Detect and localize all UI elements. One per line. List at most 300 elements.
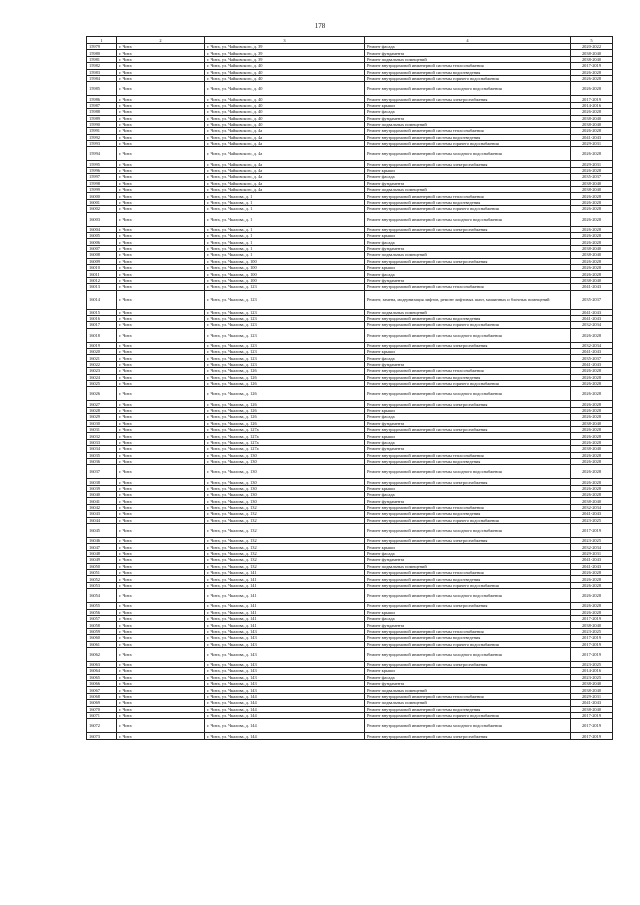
municipality-cell: г. Чита xyxy=(117,433,205,439)
municipality-cell: г. Чита xyxy=(117,615,205,621)
municipality-cell: г. Чита xyxy=(117,628,205,634)
period-cell: 2038-2040 xyxy=(571,50,613,56)
row-number-cell: 16072 xyxy=(87,719,117,733)
period-cell: 2035-2037 xyxy=(571,174,613,180)
municipality-cell: г. Чита xyxy=(117,252,205,258)
period-cell: 2038-2040 xyxy=(571,622,613,628)
municipality-cell: г. Чита xyxy=(117,374,205,380)
municipality-cell: г. Чита xyxy=(117,524,205,538)
row-number-cell: 16011 xyxy=(87,271,117,277)
row-number-cell: 16054 xyxy=(87,589,117,603)
municipality-cell: г. Чита xyxy=(117,349,205,355)
municipality-cell: г. Чита xyxy=(117,674,205,680)
municipality-cell: г. Чита xyxy=(117,258,205,264)
address-cell: г. Чита, ул. Чкалова, д. 123 xyxy=(205,290,365,309)
row-number-cell: 16010 xyxy=(87,264,117,270)
period-cell: 2038-2040 xyxy=(571,706,613,712)
table-row xyxy=(87,147,613,161)
municipality-cell: г. Чита xyxy=(117,446,205,452)
row-number-cell: 16053 xyxy=(87,582,117,588)
row-number-cell: 16055 xyxy=(87,603,117,609)
municipality-cell: г. Чита xyxy=(117,576,205,582)
municipality-cell: г. Чита xyxy=(117,582,205,588)
row-number-cell: 16031 xyxy=(87,426,117,432)
address-cell: г. Чита, ул. Чкалова, д. 126 xyxy=(205,381,365,387)
row-number-cell: 15983 xyxy=(87,69,117,75)
work-type-cell: Ремонт фундамента xyxy=(365,681,571,687)
work-type-cell: Ремонт внутридомовой инженерной системы водоотведения xyxy=(365,576,571,582)
row-number-cell: 16041 xyxy=(87,498,117,504)
address-cell: г. Чита, ул. Чайковского, д. 40 xyxy=(205,63,365,69)
address-cell: г. Чита, ул. Чкалова, д. 126 xyxy=(205,407,365,413)
municipality-cell: г. Чита xyxy=(117,733,205,739)
municipality-cell: г. Чита xyxy=(117,485,205,491)
work-type-cell: Ремонт фасада xyxy=(365,271,571,277)
address-cell: г. Чита, ул. Чкалова, д. 143 xyxy=(205,668,365,674)
period-cell: 2038-2040 xyxy=(571,498,613,504)
period-cell: 2026-2028 xyxy=(571,368,613,374)
municipality-cell: г. Чита xyxy=(117,355,205,361)
period-cell: 2026-2028 xyxy=(571,193,613,199)
municipality-cell: г. Чита xyxy=(117,426,205,432)
address-cell: г. Чита, ул. Чкалова, д. 126 xyxy=(205,420,365,426)
municipality-cell: г. Чита xyxy=(117,504,205,510)
row-number-cell: 16050 xyxy=(87,563,117,569)
municipality-cell: г. Чита xyxy=(117,239,205,245)
period-cell: 2026-2028 xyxy=(571,479,613,485)
period-cell: 2041-2043 xyxy=(571,309,613,315)
row-number-cell: 16049 xyxy=(87,557,117,563)
address-cell: г. Чита, ул. Чайковского, д. 39 xyxy=(205,56,365,62)
row-number-cell: 15986 xyxy=(87,96,117,102)
row-number-cell: 15989 xyxy=(87,115,117,121)
row-number-cell: 15981 xyxy=(87,56,117,62)
work-type-cell: Ремонт внутридомовой инженерной системы теплоснабжения xyxy=(365,504,571,510)
municipality-cell: г. Чита xyxy=(117,134,205,140)
work-type-cell: Ремонт фасада xyxy=(365,615,571,621)
municipality-cell: г. Чита xyxy=(117,102,205,108)
period-cell: 2026-2028 xyxy=(571,485,613,491)
row-number-cell: 16005 xyxy=(87,232,117,238)
row-number-cell: 16070 xyxy=(87,706,117,712)
municipality-cell: г. Чита xyxy=(117,439,205,445)
row-number-cell: 16021 xyxy=(87,355,117,361)
work-type-cell: Ремонт фундамента xyxy=(365,115,571,121)
address-cell: г. Чита, ул. Чкалова, д. 144 xyxy=(205,713,365,719)
row-number-cell: 16059 xyxy=(87,628,117,634)
municipality-cell: г. Чита xyxy=(117,452,205,458)
work-type-cell: Ремонт внутридомовой инженерной системы водоотведения xyxy=(365,706,571,712)
period-cell: 2026-2028 xyxy=(571,199,613,205)
row-number-cell: 15979 xyxy=(87,44,117,50)
row-number-cell: 16016 xyxy=(87,315,117,321)
period-cell: 2026-2028 xyxy=(571,570,613,576)
period-cell: 2026-2028 xyxy=(571,82,613,96)
row-number-cell: 16030 xyxy=(87,420,117,426)
municipality-cell: г. Чита xyxy=(117,603,205,609)
municipality-cell: г. Чита xyxy=(117,309,205,315)
work-type-cell: Ремонт внутридомовой инженерной системы теплоснабжения xyxy=(365,570,571,576)
period-cell: 2032-2034 xyxy=(571,342,613,348)
work-type-cell: Ремонт крыши xyxy=(365,167,571,173)
work-type-cell: Ремонт внутридомовой инженерной системы горячего водоснабжения xyxy=(365,381,571,387)
address-cell: г. Чита, ул. Чкалова, д. 130 xyxy=(205,458,365,464)
work-type-cell: Ремонт внутридомовой инженерной системы горячего водоснабжения xyxy=(365,582,571,588)
address-cell: г. Чита, ул. Чкалова, д. 1 xyxy=(205,239,365,245)
period-cell: 2023-2025 xyxy=(571,538,613,544)
address-cell: г. Чита, ул. Чкалова, д. 143 xyxy=(205,647,365,661)
period-cell: 2038-2040 xyxy=(571,121,613,127)
work-type-cell: Ремонт крыши xyxy=(365,264,571,270)
column-header: 5 xyxy=(571,37,613,44)
row-number-cell: 16060 xyxy=(87,635,117,641)
work-type-cell: Ремонт фундамента xyxy=(365,498,571,504)
work-type-cell: Ремонт фасада xyxy=(365,239,571,245)
period-cell: 2038-2040 xyxy=(571,446,613,452)
period-cell: 2026-2028 xyxy=(571,407,613,413)
municipality-cell: г. Чита xyxy=(117,687,205,693)
period-cell: 2017-2019 xyxy=(571,713,613,719)
municipality-cell: г. Чита xyxy=(117,277,205,283)
municipality-cell: г. Чита xyxy=(117,180,205,186)
municipality-cell: г. Чита xyxy=(117,161,205,167)
address-cell: г. Чита, ул. Чайковского, д. 4а xyxy=(205,167,365,173)
row-number-cell: 16002 xyxy=(87,206,117,212)
period-cell: 2041-2043 xyxy=(571,315,613,321)
address-cell: г. Чита, ул. Чкалова, д. 141 xyxy=(205,609,365,615)
address-cell: г. Чита, ул. Чкалова, д. 127а xyxy=(205,426,365,432)
municipality-cell: г. Чита xyxy=(117,563,205,569)
work-type-cell: Ремонт внутридомовой инженерной системы теплоснабжения xyxy=(365,628,571,634)
address-cell: г. Чита, ул. Чкалова, д. 100 xyxy=(205,277,365,283)
period-cell: 2038-2040 xyxy=(571,56,613,62)
period-cell: 2038-2040 xyxy=(571,681,613,687)
work-type-cell: Ремонт внутридомовой инженерной системы горячего водоснабжения xyxy=(365,517,571,523)
address-cell: г. Чита, ул. Чайковского, д. 4а xyxy=(205,174,365,180)
address-cell: г. Чита, ул. Чкалова, д. 141 xyxy=(205,622,365,628)
municipality-cell: г. Чита xyxy=(117,387,205,401)
address-cell: г. Чита, ул. Чкалова, д. 143 xyxy=(205,635,365,641)
address-cell: г. Чита, ул. Чайковского, д. 40 xyxy=(205,75,365,81)
address-cell: г. Чита, ул. Чкалова, д. 143 xyxy=(205,681,365,687)
municipality-cell: г. Чита xyxy=(117,465,205,479)
row-number-cell: 16007 xyxy=(87,245,117,251)
municipality-cell: г. Чита xyxy=(117,647,205,661)
work-type-cell: Ремонт фасада xyxy=(365,674,571,680)
work-type-cell: Ремонт крыши xyxy=(365,485,571,491)
work-type-cell: Ремонт внутридомовой инженерной системы теплоснабжения xyxy=(365,452,571,458)
municipality-cell: г. Чита xyxy=(117,342,205,348)
work-type-cell: Ремонт подвальных помещений xyxy=(365,563,571,569)
work-type-cell: Ремонт внутридомовой инженерной системы холодного водоснабжения xyxy=(365,719,571,733)
row-number-cell: 16066 xyxy=(87,681,117,687)
work-type-cell: Ремонт крыши xyxy=(365,668,571,674)
period-cell: 2026-2028 xyxy=(571,128,613,134)
work-type-cell: Ремонт внутридомовой инженерной системы холодного водоснабжения xyxy=(365,465,571,479)
address-cell: г. Чита, ул. Чайковского, д. 4а xyxy=(205,128,365,134)
row-number-cell: 16047 xyxy=(87,544,117,550)
period-cell: 2026-2028 xyxy=(571,232,613,238)
address-cell: г. Чита, ул. Чкалова, д. 123 xyxy=(205,309,365,315)
work-type-cell: Ремонт подвальных помещений xyxy=(365,700,571,706)
period-cell: 2017-2019 xyxy=(571,719,613,733)
work-type-cell: Ремонт подвальных помещений xyxy=(365,252,571,258)
period-cell: 2026-2028 xyxy=(571,75,613,81)
address-cell: г. Чита, ул. Чкалова, д. 126 xyxy=(205,401,365,407)
municipality-cell: г. Чита xyxy=(117,544,205,550)
municipality-cell: г. Чита xyxy=(117,141,205,147)
address-cell: г. Чита, ул. Чайковского, д. 4а xyxy=(205,141,365,147)
row-number-cell: 16024 xyxy=(87,374,117,380)
address-cell: г. Чита, ул. Чкалова, д. 123 xyxy=(205,328,365,342)
work-type-cell: Ремонт фундамента xyxy=(365,420,571,426)
work-type-cell: Ремонт внутридомовой инженерной системы холодного водоснабжения xyxy=(365,212,571,226)
period-cell: 2014-2016 xyxy=(571,668,613,674)
work-type-cell: Ремонт внутридомовой инженерной системы водоотведения xyxy=(365,69,571,75)
row-number-cell: 15991 xyxy=(87,128,117,134)
period-cell: 2032-2034 xyxy=(571,544,613,550)
work-type-cell: Ремонт внутридомовой инженерной системы холодного водоснабжения xyxy=(365,647,571,661)
period-cell: 2026-2028 xyxy=(571,401,613,407)
municipality-cell: г. Чита xyxy=(117,361,205,367)
row-number-cell: 15980 xyxy=(87,50,117,56)
municipality-cell: г. Чита xyxy=(117,44,205,50)
municipality-cell: г. Чита xyxy=(117,458,205,464)
row-number-cell: 16008 xyxy=(87,252,117,258)
period-cell: 2041-2043 xyxy=(571,700,613,706)
period-cell: 2026-2028 xyxy=(571,374,613,380)
address-cell: г. Чита, ул. Чайковского, д. 39 xyxy=(205,50,365,56)
work-type-cell: Ремонт внутридомовой инженерной системы водоотведения xyxy=(365,134,571,140)
row-number-cell: 16048 xyxy=(87,550,117,556)
period-cell: 2029-2031 xyxy=(571,161,613,167)
work-type-cell: Ремонт крыши xyxy=(365,407,571,413)
municipality-cell: г. Чита xyxy=(117,706,205,712)
period-cell: 2026-2028 xyxy=(571,226,613,232)
period-cell: 2026-2028 xyxy=(571,147,613,161)
address-cell: г. Чита, ул. Чкалова, д. 127а xyxy=(205,446,365,452)
table-row xyxy=(87,328,613,342)
work-type-cell: Ремонт фундамента xyxy=(365,622,571,628)
address-cell: г. Чита, ул. Чкалова, д. 130 xyxy=(205,465,365,479)
address-cell: г. Чита, ул. Чкалова, д. 126 xyxy=(205,374,365,380)
period-cell: 2026-2028 xyxy=(571,271,613,277)
work-type-cell: Ремонт внутридомовой инженерной системы водоотведения xyxy=(365,458,571,464)
address-cell: г. Чита, ул. Чкалова, д. 1 xyxy=(205,206,365,212)
row-number-cell: 16015 xyxy=(87,309,117,315)
municipality-cell: г. Чита xyxy=(117,63,205,69)
period-cell: 2026-2028 xyxy=(571,426,613,432)
municipality-cell: г. Чита xyxy=(117,82,205,96)
row-number-cell: 16027 xyxy=(87,401,117,407)
address-cell: г. Чита, ул. Чайковского, д. 4а xyxy=(205,187,365,193)
address-cell: г. Чита, ул. Чкалова, д. 130 xyxy=(205,479,365,485)
period-cell: 2032-2034 xyxy=(571,322,613,328)
address-cell: г. Чита, ул. Чкалова, д. 132 xyxy=(205,517,365,523)
municipality-cell: г. Чита xyxy=(117,187,205,193)
work-type-cell: Ремонт подвальных помещений xyxy=(365,56,571,62)
row-number-cell: 16043 xyxy=(87,511,117,517)
period-cell: 2026-2028 xyxy=(571,439,613,445)
address-cell: г. Чита, ул. Чкалова, д. 123 xyxy=(205,342,365,348)
work-type-cell: Ремонт внутридомовой инженерной системы водоотведения xyxy=(365,199,571,205)
work-type-cell: Ремонт фасада xyxy=(365,550,571,556)
municipality-cell: г. Чита xyxy=(117,538,205,544)
work-type-cell: Ремонт фасада xyxy=(365,439,571,445)
row-number-cell: 15984 xyxy=(87,75,117,81)
address-cell: г. Чита, ул. Чкалова, д. 132 xyxy=(205,511,365,517)
period-cell: 2041-2043 xyxy=(571,557,613,563)
municipality-cell: г. Чита xyxy=(117,401,205,407)
address-cell: г. Чита, ул. Чайковского, д. 40 xyxy=(205,115,365,121)
address-cell: г. Чита, ул. Чкалова, д. 127а xyxy=(205,433,365,439)
row-number-cell: 16058 xyxy=(87,622,117,628)
address-cell: г. Чита, ул. Чайковского, д. 4а xyxy=(205,161,365,167)
row-number-cell: 16061 xyxy=(87,641,117,647)
period-cell: 2041-2043 xyxy=(571,134,613,140)
municipality-cell: г. Чита xyxy=(117,315,205,321)
address-cell: г. Чита, ул. Чайковского, д. 40 xyxy=(205,109,365,115)
work-type-cell: Ремонт внутридомовой инженерной системы электроснабжения xyxy=(365,603,571,609)
period-cell: 2041-2043 xyxy=(571,284,613,290)
address-cell: г. Чита, ул. Чкалова, д. 141 xyxy=(205,570,365,576)
work-type-cell: Ремонт фундамента xyxy=(365,361,571,367)
period-cell: 2038-2040 xyxy=(571,180,613,186)
municipality-cell: г. Чита xyxy=(117,557,205,563)
work-type-cell: Ремонт внутридомовой инженерной системы электроснабжения xyxy=(365,342,571,348)
municipality-cell: г. Чита xyxy=(117,109,205,115)
address-cell: г. Чита, ул. Чкалова, д. 123 xyxy=(205,322,365,328)
row-number-cell: 15994 xyxy=(87,147,117,161)
address-cell: г. Чита, ул. Чкалова, д. 123 xyxy=(205,361,365,367)
municipality-cell: г. Чита xyxy=(117,381,205,387)
work-type-cell: Ремонт крыши xyxy=(365,609,571,615)
work-type-cell: Ремонт внутридомовой инженерной системы электроснабжения xyxy=(365,401,571,407)
municipality-cell: г. Чита xyxy=(117,570,205,576)
work-type-cell: Ремонт внутридомовой инженерной системы водоотведения xyxy=(365,374,571,380)
row-number-cell: 16052 xyxy=(87,576,117,582)
period-cell: 2023-2025 xyxy=(571,661,613,667)
work-type-cell: Ремонт фундамента xyxy=(365,277,571,283)
table-row xyxy=(87,589,613,603)
work-type-cell: Ремонт внутридомовой инженерной системы холодного водоснабжения xyxy=(365,589,571,603)
row-number-cell: 16032 xyxy=(87,433,117,439)
period-cell: 2026-2028 xyxy=(571,433,613,439)
municipality-cell: г. Чита xyxy=(117,700,205,706)
work-type-cell: Ремонт внутридомовой инженерной системы теплоснабжения xyxy=(365,128,571,134)
work-type-cell: Ремонт внутридомовой инженерной системы электроснабжения xyxy=(365,96,571,102)
address-cell: г. Чита, ул. Чкалова, д. 100 xyxy=(205,264,365,270)
period-cell: 2017-2019 xyxy=(571,641,613,647)
work-type-cell: Ремонт внутридомовой инженерной системы электроснабжения xyxy=(365,161,571,167)
municipality-cell: г. Чита xyxy=(117,284,205,290)
work-type-cell: Ремонт внутридомовой инженерной системы холодного водоснабжения xyxy=(365,387,571,401)
table-row xyxy=(87,290,613,309)
table-row xyxy=(87,719,613,733)
row-number-cell: 16068 xyxy=(87,693,117,699)
row-number-cell: 16003 xyxy=(87,212,117,226)
work-type-cell: Ремонт крыши xyxy=(365,349,571,355)
address-cell: г. Чита, ул. Чкалова, д. 130 xyxy=(205,485,365,491)
table-row xyxy=(87,733,613,739)
period-cell: 2026-2028 xyxy=(571,109,613,115)
period-cell: 2023-2025 xyxy=(571,674,613,680)
work-type-cell: Ремонт внутридомовой инженерной системы горячего водоснабжения xyxy=(365,141,571,147)
municipality-cell: г. Чита xyxy=(117,589,205,603)
row-number-cell: 16018 xyxy=(87,328,117,342)
row-number-cell: 16073 xyxy=(87,733,117,739)
row-number-cell: 16056 xyxy=(87,609,117,615)
row-number-cell: 16013 xyxy=(87,284,117,290)
work-type-cell: Ремонт фундамента xyxy=(365,557,571,563)
register-table-body xyxy=(87,37,613,740)
address-cell: г. Чита, ул. Чкалова, д. 123 xyxy=(205,355,365,361)
period-cell: 2038-2040 xyxy=(571,245,613,251)
page-number: 178 xyxy=(314,22,326,30)
row-number-cell: 16069 xyxy=(87,700,117,706)
row-number-cell: 15997 xyxy=(87,174,117,180)
municipality-cell: г. Чита xyxy=(117,492,205,498)
row-number-cell: 16062 xyxy=(87,647,117,661)
municipality-cell: г. Чита xyxy=(117,271,205,277)
address-cell: г. Чита, ул. Чкалова, д. 1 xyxy=(205,226,365,232)
work-type-cell: Ремонт фасада xyxy=(365,109,571,115)
address-cell: г. Чита, ул. Чкалова, д. 132 xyxy=(205,504,365,510)
municipality-cell: г. Чита xyxy=(117,550,205,556)
address-cell: г. Чита, ул. Чайковского, д. 40 xyxy=(205,102,365,108)
address-cell: г. Чита, ул. Чкалова, д. 132 xyxy=(205,550,365,556)
address-cell: г. Чита, ул. Чайковского, д. 4а xyxy=(205,147,365,161)
row-number-cell: 16037 xyxy=(87,465,117,479)
address-cell: г. Чита, ул. Чайковского, д. 40 xyxy=(205,69,365,75)
municipality-cell: г. Чита xyxy=(117,174,205,180)
row-number-cell: 16004 xyxy=(87,226,117,232)
address-cell: г. Чита, ул. Чкалова, д. 143 xyxy=(205,661,365,667)
period-cell: 2041-2043 xyxy=(571,361,613,367)
municipality-cell: г. Чита xyxy=(117,121,205,127)
municipality-cell: г. Чита xyxy=(117,609,205,615)
address-cell: г. Чита, ул. Чкалова, д. 143 xyxy=(205,641,365,647)
address-cell: г. Чита, ул. Чкалова, д. 100 xyxy=(205,271,365,277)
address-cell: г. Чита, ул. Чкалова, д. 1 xyxy=(205,232,365,238)
work-type-cell: Ремонт внутридомовой инженерной системы горячего водоснабжения xyxy=(365,206,571,212)
work-type-cell: Ремонт фундамента xyxy=(365,245,571,251)
municipality-cell: г. Чита xyxy=(117,511,205,517)
address-cell: г. Чита, ул. Чкалова, д. 123 xyxy=(205,284,365,290)
row-number-cell: 15988 xyxy=(87,109,117,115)
table-row xyxy=(87,212,613,226)
period-cell: 2026-2028 xyxy=(571,258,613,264)
row-number-cell: 16020 xyxy=(87,349,117,355)
work-type-cell: Ремонт внутридомовой инженерной системы электроснабжения xyxy=(365,733,571,739)
address-cell: г. Чита, ул. Чайковского, д. 40 xyxy=(205,121,365,127)
address-cell: г. Чита, ул. Чкалова, д. 141 xyxy=(205,582,365,588)
period-cell: 2017-2019 xyxy=(571,96,613,102)
municipality-cell: г. Чита xyxy=(117,69,205,75)
row-number-cell: 15992 xyxy=(87,134,117,140)
work-type-cell: Ремонт внутридомовой инженерной системы холодного водоснабжения xyxy=(365,147,571,161)
municipality-cell: г. Чита xyxy=(117,420,205,426)
address-cell: г. Чита, ул. Чкалова, д. 132 xyxy=(205,524,365,538)
address-cell: г. Чита, ул. Чкалова, д. 141 xyxy=(205,576,365,582)
work-type-cell: Ремонт внутридомовой инженерной системы теплоснабжения xyxy=(365,368,571,374)
table-row xyxy=(87,524,613,538)
column-header: 3 xyxy=(205,37,365,44)
table-row xyxy=(87,465,613,479)
municipality-cell: г. Чита xyxy=(117,264,205,270)
period-cell: 2026-2028 xyxy=(571,492,613,498)
row-number-cell: 15982 xyxy=(87,63,117,69)
